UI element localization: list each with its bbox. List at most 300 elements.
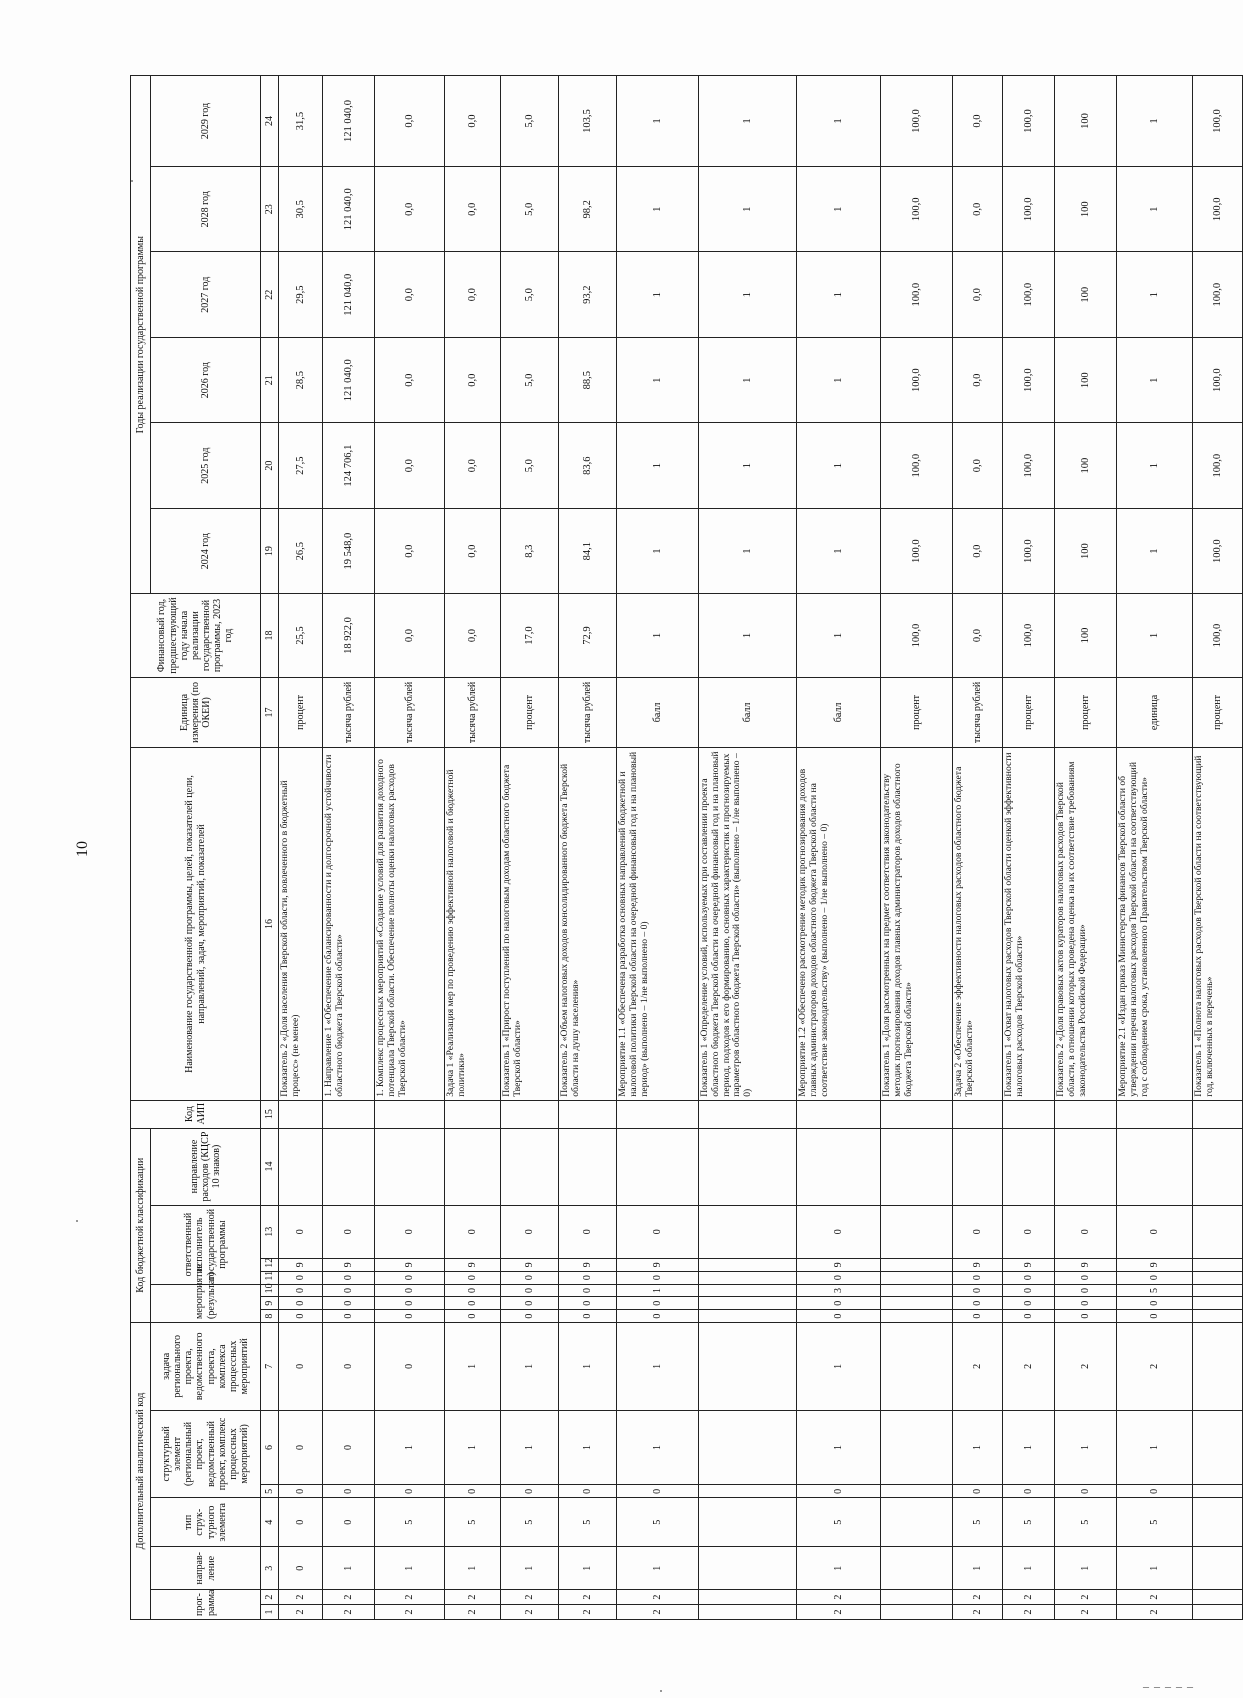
code-cell: 1 [375,1410,445,1485]
code-cell: 5 [1003,1498,1055,1547]
code-cell: 2 [1055,1605,1117,1620]
year-value-cell: 0,0 [445,508,501,593]
code-cell: 3 [797,1284,881,1297]
base-year-value-cell: 0,0 [375,594,445,677]
code-cell: 1 [1055,1410,1117,1485]
base-year-value-cell: 100,0 [1193,594,1243,677]
code-cell [881,1297,953,1310]
code-cell: 9 [445,1258,501,1271]
year-value-cell: 1 [797,337,881,422]
code-cell [375,1100,445,1128]
table-row [445,76,501,1620]
code-cell [559,1128,617,1205]
year-value-cell: 0,0 [445,423,501,508]
code-cell: 0 [953,1284,1003,1297]
code-cell: 5 [1117,1284,1193,1297]
code-cell: 0 [1055,1205,1117,1258]
year-value-cell: 100,0 [1003,76,1055,167]
header-year-2024: 2024 год [151,508,261,593]
code-cell [1193,1310,1243,1323]
column-number: 12 [261,1258,279,1271]
code-cell: 9 [375,1258,445,1271]
year-value-cell: 100 [1055,337,1117,422]
base-year-value-cell: 1 [617,594,699,677]
code-cell [881,1128,953,1205]
unit-cell: процент [1003,677,1055,748]
year-value-cell: 100,0 [1193,252,1243,337]
year-value-cell: 5,0 [501,167,559,252]
base-year-value-cell: 1 [1117,594,1193,677]
code-cell [881,1498,953,1547]
item-name-cell: Показатель 1 «Охват налоговых расходов Тверской области оценкой эффективности налоговых расходов Тверской области» [1003,748,1055,1101]
year-value-cell: 5,0 [501,423,559,508]
code-cell: 0 [279,1284,323,1297]
year-value-cell: 1 [1117,508,1193,593]
year-value-cell: 1 [699,252,797,337]
code-cell: 0 [797,1271,881,1284]
year-value-cell: 100,0 [881,76,953,167]
code-cell [699,1310,797,1323]
unit-cell: единица [1117,677,1193,748]
code-cell: 5 [953,1498,1003,1547]
code-cell: 2 [1055,1323,1117,1411]
code-cell [881,1258,953,1271]
code-cell: 0 [375,1310,445,1323]
year-value-cell: 29,5 [279,252,323,337]
code-cell: 1 [617,1547,699,1590]
year-value-cell: 100,0 [1003,423,1055,508]
code-cell [617,1100,699,1128]
code-cell: 5 [501,1498,559,1547]
header-years-group: Годы реализации государственной программы [131,76,151,594]
year-value-cell: 0,0 [375,76,445,167]
code-cell: 0 [559,1297,617,1310]
year-value-cell: 100 [1055,508,1117,593]
code-cell: 9 [501,1258,559,1271]
code-cell [1193,1547,1243,1590]
code-cell [699,1271,797,1284]
code-cell: 2 [797,1605,881,1620]
year-value-cell: 0,0 [445,337,501,422]
column-number: 1 [261,1605,279,1620]
column-number: 16 [261,748,279,1101]
column-number: 21 [261,337,279,422]
code-cell [1193,1590,1243,1605]
code-cell [501,1128,559,1205]
year-value-cell: 1 [797,252,881,337]
code-cell: 2 [617,1590,699,1605]
code-cell: 0 [617,1297,699,1310]
header-tip: тип струк-турного элемента [151,1498,261,1547]
item-name-cell: Показатель 1 «Определение условий, используемых при составлении проекта областного бюджета Тверской области на очередной финансовый год и на плановый период, подходов к его формированию, основных характеристик и прогнозируемых параметров областного бюджета Тверской области» (выполнено – 1/не выполнено – 0) [699,748,797,1101]
code-cell: 2 [559,1590,617,1605]
year-value-cell: 1 [1117,337,1193,422]
code-cell: 9 [1117,1258,1193,1271]
code-cell [699,1128,797,1205]
code-cell [699,1100,797,1128]
year-value-cell: 0,0 [375,252,445,337]
code-cell [881,1323,953,1411]
header-year-2027: 2027 год [151,252,261,337]
code-cell: 1 [1117,1410,1193,1485]
code-cell: 2 [1003,1590,1055,1605]
column-number: 15 [261,1100,279,1128]
base-year-value-cell: 25,5 [279,594,323,677]
header-analytic-code: Дополнительный аналитический код [131,1323,151,1620]
code-cell: 2 [953,1605,1003,1620]
base-year-value-cell: 72,9 [559,594,617,677]
item-name-cell: Задача 2 «Обеспечение эффективности налоговых расходов областного бюджета Тверской области» [953,748,1003,1101]
code-cell [1193,1323,1243,1411]
header-zadacha: задача регионального проекта, ведомственного проекта, комплекса процессных мероприятий [151,1323,261,1411]
base-year-value-cell: 1 [699,594,797,677]
header-year-2029: 2029 год [151,76,261,167]
code-cell: 0 [1117,1310,1193,1323]
column-number: 13 [261,1205,279,1258]
code-cell: 0 [445,1485,501,1498]
header-napravlenie: направ-ление [151,1547,261,1590]
year-value-cell: 1 [699,337,797,422]
table-row [617,76,699,1620]
year-value-cell: 0,0 [445,167,501,252]
code-cell: 2 [953,1323,1003,1411]
code-cell: 5 [559,1498,617,1547]
code-cell [881,1605,953,1620]
code-cell: 2 [501,1590,559,1605]
code-cell [699,1498,797,1547]
year-value-cell: 5,0 [501,252,559,337]
code-cell: 0 [1003,1310,1055,1323]
header-napr-rashodov: направление расходов (КЦСР 10 знаков) [151,1128,261,1205]
year-value-cell: 0,0 [953,337,1003,422]
year-value-cell: 1 [699,76,797,167]
code-cell: 0 [797,1297,881,1310]
code-cell: 1 [1117,1547,1193,1590]
year-value-cell: 30,5 [279,167,323,252]
code-cell: 0 [501,1297,559,1310]
table-row [1193,76,1243,1620]
header-unit: Единица измерения (по ОКЕИ) [131,677,261,748]
code-cell: 0 [279,1297,323,1310]
year-value-cell: 100,0 [1003,167,1055,252]
header-struct-element: структурный элемент (региональный проект, ведомственный проект, комплекс процессных мероприятий) [151,1410,261,1498]
year-value-cell: 124 706,1 [323,423,375,508]
base-year-value-cell: 17,0 [501,594,559,677]
year-value-cell: 19 548,0 [323,508,375,593]
base-year-value-cell: 0,0 [445,594,501,677]
code-cell: 2 [617,1605,699,1620]
column-number: 6 [261,1410,279,1485]
item-name-cell: Показатель 2 «Объем налоговых доходов консолидированного бюджета Тверской области на душу населения» [559,748,617,1101]
year-value-cell: 100 [1055,167,1117,252]
column-number: 24 [261,76,279,167]
code-cell: 0 [1003,1205,1055,1258]
year-value-cell: 0,0 [375,337,445,422]
code-cell [953,1100,1003,1128]
code-cell: 0 [323,1323,375,1411]
year-value-cell: 0,0 [375,423,445,508]
code-cell: 5 [1055,1498,1117,1547]
code-cell: 0 [617,1485,699,1498]
code-cell: 0 [953,1310,1003,1323]
year-value-cell: 121 040,0 [323,252,375,337]
code-cell: 1 [953,1547,1003,1590]
code-cell [881,1271,953,1284]
base-year-value-cell: 1 [797,594,881,677]
code-cell: 0 [323,1310,375,1323]
code-cell: 0 [953,1297,1003,1310]
code-cell [881,1205,953,1258]
code-cell: 2 [1055,1590,1117,1605]
unit-cell: тысяча рублей [953,677,1003,748]
page-number: 10 [74,841,91,857]
unit-cell: тысяча рублей [375,677,445,748]
year-value-cell: 1 [699,423,797,508]
code-cell: 0 [279,1323,323,1411]
year-value-cell: 1 [617,76,699,167]
year-value-cell: 8,3 [501,508,559,593]
code-cell: 2 [797,1590,881,1605]
column-number: 8 [261,1310,279,1323]
column-number: 11 [261,1271,279,1284]
code-cell [1193,1410,1243,1485]
code-cell: 1 [1003,1547,1055,1590]
code-cell: 0 [1117,1271,1193,1284]
code-cell: 1 [559,1323,617,1411]
year-value-cell: 100,0 [1193,76,1243,167]
unit-cell: тысяча рублей [323,677,375,748]
year-value-cell: 1 [1117,76,1193,167]
year-value-cell: 28,5 [279,337,323,422]
year-value-cell: 1 [797,423,881,508]
code-cell: 2 [445,1590,501,1605]
code-cell [1117,1100,1193,1128]
code-cell: 9 [1003,1258,1055,1271]
code-cell: 0 [953,1205,1003,1258]
code-cell: 0 [1117,1485,1193,1498]
code-cell: 0 [323,1205,375,1258]
year-value-cell: 5,0 [501,337,559,422]
code-cell: 0 [1117,1297,1193,1310]
year-value-cell: 1 [1117,252,1193,337]
code-cell: 0 [279,1310,323,1323]
year-value-cell: 31,5 [279,76,323,167]
table-row [323,76,375,1620]
code-cell: 0 [501,1485,559,1498]
column-number: 10 [261,1284,279,1297]
item-name-cell: 1. Комплекс процессных мероприятий «Создание условий для развития доходного потенциала Тверской области. Обеспечение полноты оценки налоговых расходов Тверской области» [375,748,445,1101]
code-cell: 9 [617,1258,699,1271]
table-row [797,76,881,1620]
base-year-value-cell: 0,0 [953,594,1003,677]
code-cell: 1 [445,1410,501,1485]
year-value-cell: 0,0 [953,508,1003,593]
column-number: 17 [261,677,279,748]
code-cell [1003,1100,1055,1128]
year-value-cell: 100,0 [881,423,953,508]
year-value-cell: 0,0 [375,508,445,593]
code-cell [699,1605,797,1620]
code-cell: 0 [375,1205,445,1258]
year-value-cell: 100,0 [1193,167,1243,252]
code-cell: 1 [797,1547,881,1590]
year-value-cell: 121 040,0 [323,76,375,167]
year-value-cell: 1 [617,167,699,252]
unit-cell: балл [699,677,797,748]
unit-cell: балл [797,677,881,748]
code-cell: 1 [501,1547,559,1590]
code-cell: 1 [501,1410,559,1485]
code-cell [699,1410,797,1485]
code-cell: 0 [445,1297,501,1310]
code-cell: 0 [323,1271,375,1284]
year-value-cell: 0,0 [375,167,445,252]
code-cell: 0 [323,1297,375,1310]
code-cell [1193,1258,1243,1271]
year-value-cell: 121 040,0 [323,337,375,422]
code-cell [699,1547,797,1590]
code-cell: 9 [1055,1258,1117,1271]
code-cell [617,1128,699,1205]
header-budget-code: Код бюджетной классификации [131,1128,151,1322]
code-cell: 0 [445,1284,501,1297]
table-row [279,76,323,1620]
header-kod-aip: Код АИП [131,1100,261,1128]
code-cell: 1 [1003,1410,1055,1485]
code-cell [881,1485,953,1498]
code-cell: 0 [1003,1297,1055,1310]
year-value-cell: 1 [797,167,881,252]
code-cell: 9 [323,1258,375,1271]
code-cell: 0 [279,1410,323,1485]
code-cell: 2 [1003,1323,1055,1411]
code-cell: 0 [559,1271,617,1284]
item-name-cell: Задача 1 «Реализация мер по проведению эффективной налоговой и бюджетной политики» [445,748,501,1101]
year-value-cell: 103,5 [559,76,617,167]
year-value-cell: 100,0 [1193,508,1243,593]
code-cell: 0 [323,1410,375,1485]
code-cell: 5 [1117,1498,1193,1547]
code-cell [1003,1128,1055,1205]
code-cell: 2 [323,1605,375,1620]
code-cell: 0 [617,1310,699,1323]
year-value-cell: 1 [617,337,699,422]
code-cell: 0 [375,1323,445,1411]
code-cell: 2 [375,1590,445,1605]
header-year-2025: 2025 год [151,423,261,508]
column-number: 23 [261,167,279,252]
code-cell: 0 [445,1205,501,1258]
unit-cell: процент [279,677,323,748]
code-cell: 2 [279,1590,323,1605]
year-value-cell: 1 [699,167,797,252]
code-cell [881,1410,953,1485]
code-cell [323,1100,375,1128]
table-row [559,76,617,1620]
code-cell: 1 [953,1410,1003,1485]
year-value-cell: 100,0 [1003,508,1055,593]
code-cell: 0 [323,1485,375,1498]
code-cell: 0 [797,1310,881,1323]
year-value-cell: 0,0 [953,167,1003,252]
code-cell: 0 [1055,1485,1117,1498]
code-cell: 1 [323,1547,375,1590]
code-cell: 0 [445,1310,501,1323]
code-cell: 2 [1117,1323,1193,1411]
base-year-value-cell: 100,0 [881,594,953,677]
scan-speck [660,1690,662,1692]
code-cell: 0 [375,1485,445,1498]
code-cell: 9 [279,1258,323,1271]
code-cell [445,1128,501,1205]
code-cell: 0 [953,1271,1003,1284]
code-cell [1193,1605,1243,1620]
code-cell: 0 [559,1205,617,1258]
code-cell: 0 [1055,1271,1117,1284]
code-cell [1193,1100,1243,1128]
code-cell: 1 [617,1410,699,1485]
code-cell: 0 [1003,1485,1055,1498]
code-cell: 2 [501,1605,559,1620]
code-cell: 0 [1117,1205,1193,1258]
year-value-cell: 1 [797,76,881,167]
year-value-cell: 88,5 [559,337,617,422]
year-value-cell: 0,0 [445,252,501,337]
header-meropriyatie: мероприятие (результат) [151,1284,261,1322]
code-cell [1193,1297,1243,1310]
code-cell [1117,1128,1193,1205]
code-cell [953,1128,1003,1205]
code-cell: 0 [501,1310,559,1323]
table-row [953,76,1003,1620]
code-cell: 1 [617,1323,699,1411]
code-cell [1193,1205,1243,1258]
item-name-cell: Мероприятие 1.2 «Обеспечено рассмотрение методик прогнозирования доходов главных администраторов доходов областного бюджета Тверской области на соответствие законодательству» (выполнено – 1/не выполнено – 0) [797,748,881,1101]
code-cell: 0 [375,1284,445,1297]
code-cell: 0 [559,1310,617,1323]
code-cell [881,1547,953,1590]
code-cell: 5 [797,1498,881,1547]
item-name-cell: Показатель 2 «Доля населения Тверской области, вовлеченного в бюджетный процесс» (не менее) [279,748,323,1101]
code-cell [323,1128,375,1205]
code-cell: 0 [1055,1284,1117,1297]
code-cell [1055,1128,1117,1205]
year-value-cell: 1 [617,252,699,337]
code-cell: 9 [953,1258,1003,1271]
code-cell [501,1100,559,1128]
code-cell: 1 [445,1323,501,1411]
table-row [375,76,445,1620]
table-row [1117,76,1193,1620]
code-cell: 9 [797,1258,881,1271]
year-value-cell: 1 [699,508,797,593]
column-number: 9 [261,1297,279,1310]
code-cell: 0 [559,1284,617,1297]
year-value-cell: 1 [1117,423,1193,508]
code-cell [279,1128,323,1205]
year-value-cell: 84,1 [559,508,617,593]
code-cell: 2 [323,1590,375,1605]
code-cell [881,1310,953,1323]
column-number: 14 [261,1128,279,1205]
code-cell [881,1590,953,1605]
code-cell: 2 [559,1605,617,1620]
code-cell [1193,1498,1243,1547]
code-cell: 1 [559,1410,617,1485]
code-cell [559,1100,617,1128]
year-value-cell: 0,0 [953,252,1003,337]
code-cell: 5 [445,1498,501,1547]
